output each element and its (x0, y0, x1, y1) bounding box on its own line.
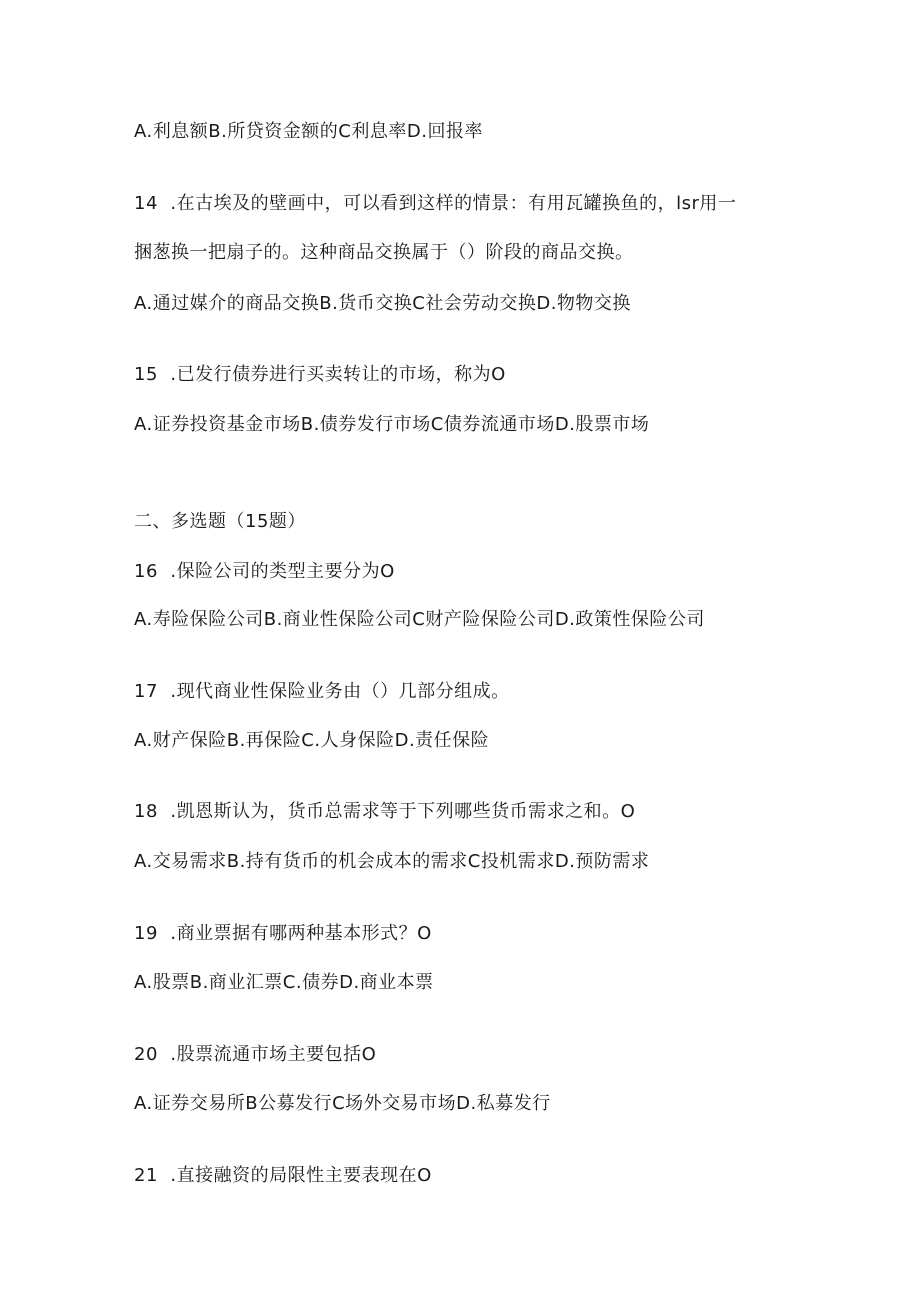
q14-stem-line-2: 捆葱换一把扇子的。这种商品交换属于（）阶段的商品交换。 (134, 242, 634, 263)
q21-stem: 21 .直接融资的局限性主要表现在O (134, 1165, 432, 1186)
q20-stem: 20 .股票流通市场主要包括O (134, 1044, 377, 1065)
q17-stem: 17 .现代商业性保险业务由（）几部分组成。 (134, 681, 510, 702)
q18-stem: 18 .凯恩斯认为，货币总需求等于下列哪些货币需求之和。O (134, 801, 636, 822)
q13-options: A.利息额B.所贷资金额的C利息率D.回报率 (134, 121, 483, 142)
q14-stem-line-1: 14 .在古埃及的壁画中，可以看到这样的情景：有用瓦罐换鱼的，lsr用一 (134, 193, 737, 214)
q14-options: A.通过媒介的商品交换B.货币交换C社会劳动交换D.物物交换 (134, 293, 631, 314)
section-heading-multiple-choice: 二、多选题（15题） (134, 511, 306, 532)
q16-options: A.寿险保险公司B.商业性保险公司C财产险保险公司D.政策性保险公司 (134, 609, 705, 630)
q19-stem: 19 .商业票据有哪两种基本形式？O (134, 923, 432, 944)
q18-options: A.交易需求B.持有货币的机会成本的需求C投机需求D.预防需求 (134, 851, 650, 872)
q15-options: A.证券投资基金市场B.债券发行市场C债券流通市场D.股票市场 (134, 414, 650, 435)
q20-options: A.证券交易所B公募发行C场外交易市场D.私募发行 (134, 1093, 551, 1114)
q17-options: A.财产保险B.再保险C.人身保险D.责任保险 (134, 730, 490, 751)
q15-stem: 15 .已发行债券进行买卖转让的市场，称为O (134, 364, 506, 385)
q19-options: A.股票B.商业汇票C.债券D.商业本票 (134, 972, 434, 993)
q16-stem: 16 .保险公司的类型主要分为O (134, 561, 395, 582)
